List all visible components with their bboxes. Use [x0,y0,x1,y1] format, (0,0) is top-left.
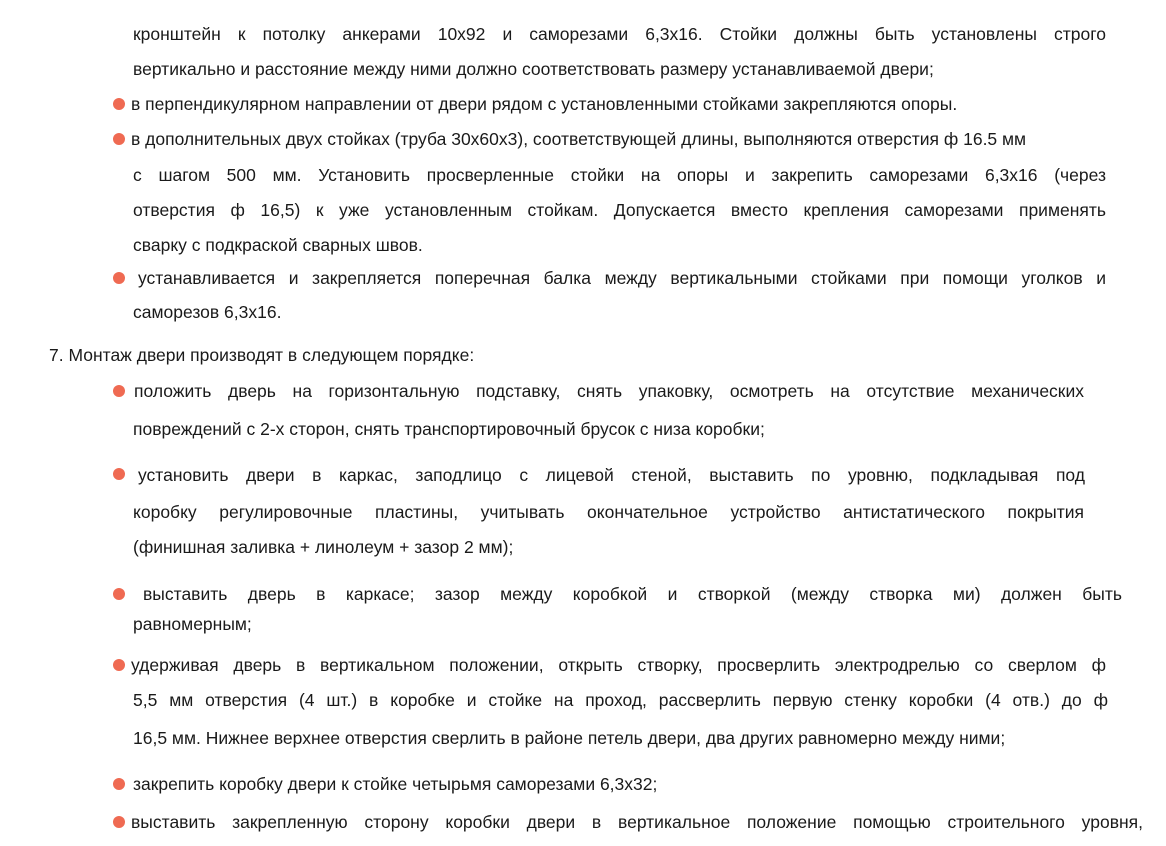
bullet-icon [113,659,125,671]
text-line: сварку с подкраской сварных швов. [133,235,423,255]
bullet-icon [113,272,125,284]
text-line: отверстия ф 16,5) к уже установленным стойкам. Допускается вместо крепления саморезами применять [133,200,1106,220]
text-line: коробку регулировочные пластины, учитывать окончательное устройство антистатического покрытия [133,502,1084,522]
text-line: в перпендикулярном направлении от двери рядом с установленными стойками закрепляются опоры. [131,94,958,114]
text-line: удерживая дверь в вертикальном положении, открыть створку, просверлить электродрелью со сверлом ф [131,655,1106,675]
text-line: 16,5 мм. Нижнее верхнее отверстия сверлить в районе петель двери, два других равномерно между ними; [133,728,1006,748]
text-line: выставить дверь в каркасе; зазор между коробкой и створкой (между створка ми) должен быть [143,584,1122,604]
text-line: (финишная заливка + линолеум + зазор 2 мм); [133,537,514,557]
text-line: устанавливается и закрепляется поперечная балка между вертикальными стойками при помощи уголков и [138,268,1106,288]
text-line: саморезов 6,3х16. [133,302,282,322]
section-heading: 7. Монтаж двери производят в следующем порядке: [49,345,475,365]
text-line: вертикально и расстояние между ними должно соответствовать размеру устанавливаемой двери; [133,59,934,79]
text-line: в дополнительных двух стойках (труба 30х60х3), соответствующей длины, выполняются отверстия ф 16.5 мм [131,129,1027,149]
text-line: закрепить коробку двери к стойке четырьмя саморезами 6,3х32; [133,774,658,794]
text-line: равномерным; [133,614,252,634]
bullet-icon [113,133,125,145]
bullet-icon [113,385,125,397]
bullet-icon [113,468,125,480]
text-line: кронштейн к потолку анкерами 10х92 и саморезами 6,3х16. Стойки должны быть установлены строго [133,24,1106,44]
text-line: выставить закрепленную сторону коробки двери в вертикальное положение помощью строительного уровня, [131,812,1143,832]
text-line: установить двери в каркас, заподлицо с лицевой стеной, выставить по уровню, подкладывая под [138,465,1085,485]
bullet-icon [113,778,125,790]
text-line: с шагом 500 мм. Установить просверленные стойки на опоры и закрепить саморезами 6,3х16 (через [133,165,1106,185]
bullet-icon [113,98,125,110]
text-line: положить дверь на горизонтальную подставку, снять упаковку, осмотреть на отсутствие механических [134,381,1084,401]
text-line: повреждений с 2-х сторон, снять транспортировочный брусок с низа коробки; [133,419,765,439]
text-line: 5,5 мм отверстия (4 шт.) в коробке и стойке на проход, рассверлить первую стенку коробки (4 отв.) до ф [133,690,1108,710]
bullet-icon [113,816,125,828]
bullet-icon [113,588,125,600]
